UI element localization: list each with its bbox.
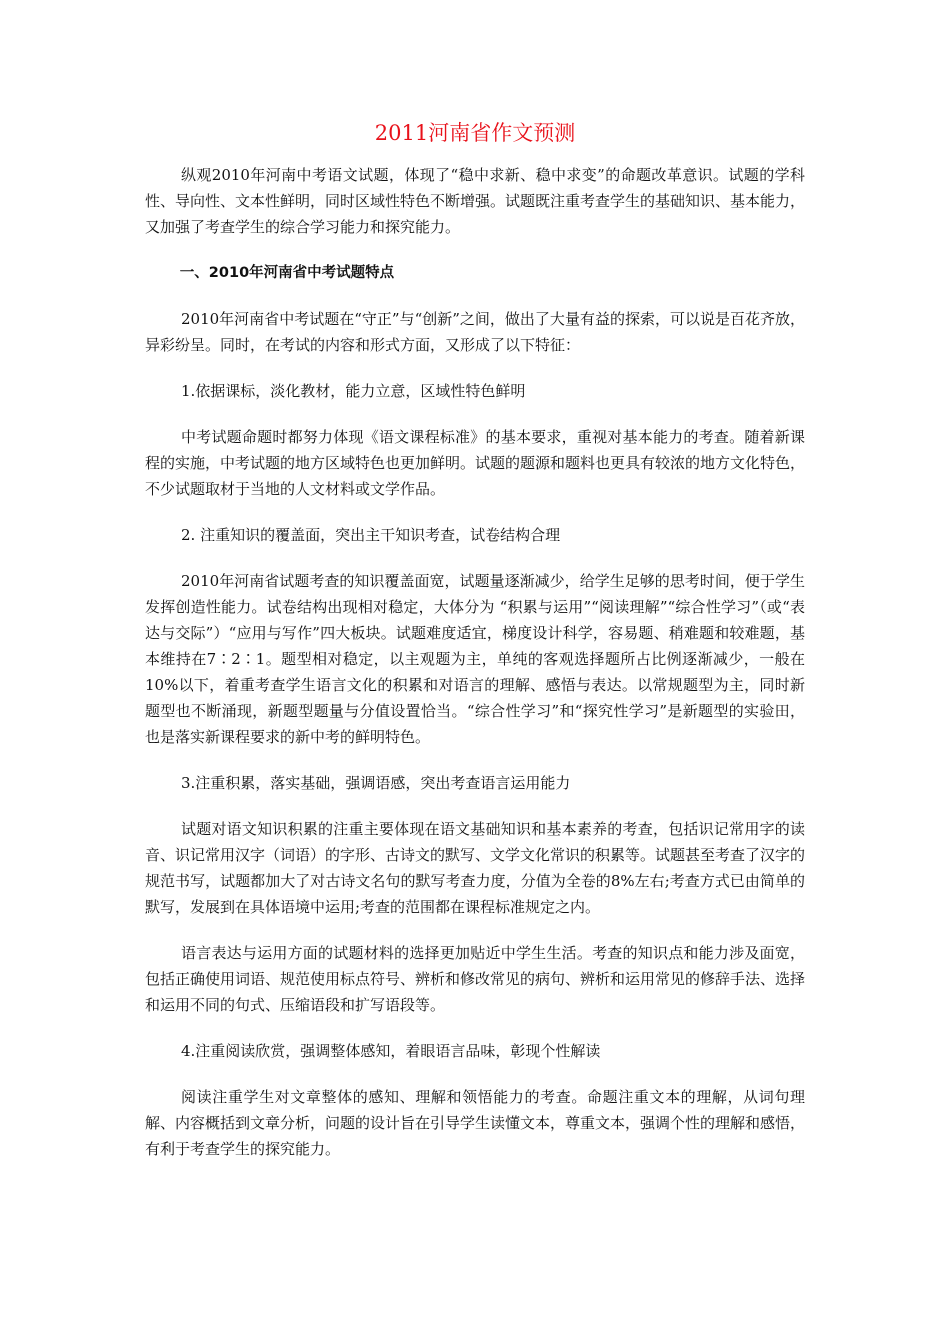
section1-heading: 一、2010年河南省中考试题特点: [179, 265, 395, 281]
point3-paragraph-1: 试题对语文知识积累的注重主要体现在语文基础知识和基本素养的考查，包括识记常用字的读音、识记常用汉字（词语）的字形、古诗文的默写、文学文化常识的积累等。试题甚至考查了汉字的规范书写，试题都加大了对古诗文名句的默写考查力度，分值为全卷的8%左右;考查方式已由简单的默写，发展到在具体语境中运用;考查的范围都在课程标准规定之内。: [145, 820, 806, 916]
point4-heading: 4.注重阅读欣赏，强调整体感知，着眼语言品味，彰现个性解读: [181, 1042, 601, 1060]
point3-paragraph-2: 语言表达与运用方面的试题材料的选择更加贴近中学生生活。考查的知识点和能力涉及面宽，包括正确使用词语、规范使用标点符号、辨析和修改常见的病句、辨析和运用常见的修辞手法、选择和运用不同的句式、压缩语段和扩写语段等。: [145, 944, 806, 1014]
point2-paragraph: 2010年河南省试题考查的知识覆盖面宽，试题量逐渐减少，给学生足够的思考时间，便于学生发挥创造性能力。试卷结构出现相对稳定，大体分为 “积累与运用”“阅读理解”“综合性学习”（或“表达与交际”）“应用与写作”四大板块。试题难度适宜，梯度设计科学，容易题、稍难题和较难题，基本维持在7∶2∶1。题型相对稳定，以主观题为主，单纯的客观选择题所占比例逐渐减少，一般在10%以下，着重考查学生语言文化的积累和对语言的理解、感悟与表达。以常规题型为主，同时新题型也不断涌现，新题型题量与分值设置恰当。“综合性学习”和“探究性学习”是新题型的实验田，也是落实新课程要求的新中考的鲜明特色。: [145, 572, 805, 746]
document-page: [145, 118, 805, 1162]
point1-heading: 1.依据课标，淡化教材，能力立意，区域性特色鲜明: [181, 382, 526, 400]
point2-heading: 2. 注重知识的覆盖面，突出主干知识考查，试卷结构合理: [181, 526, 561, 544]
section1-intro-paragraph: 2010年河南省中考试题在“守正”与“创新”之间，做出了大量有益的探索，可以说是百花齐放，异彩纷呈。同时，在考试的内容和形式方面，又形成了以下特征：: [145, 310, 805, 354]
intro-paragraph: 纵观2010年河南中考语文试题，体现了“稳中求新、稳中求变”的命题改革意识。试题的学科性、导向性、文本性鲜明，同时区域性特色不断增强。试题既注重考查学生的基础知识、基本能力，又加强了考查学生的综合学习能力和探究能力。: [145, 166, 806, 236]
document-title: 2011河南省作文预测: [374, 121, 576, 145]
point4-paragraph: 阅读注重学生对文章整体的感知、理解和领悟能力的考查。命题注重文本的理解，从词句理解、内容概括到文章分析，问题的设计旨在引导学生读懂文本，尊重文本，强调个性的理解和感悟，有利于考查学生的探究能力。: [145, 1088, 806, 1158]
point3-heading: 3.注重积累，落实基础，强调语感，突出考查语言运用能力: [181, 774, 571, 792]
point1-paragraph: 中考试题命题时都努力体现《语文课程标准》的基本要求，重视对基本能力的考查。随着新课程的实施，中考试题的地方区域特色也更加鲜明。试题的题源和题料也更具有较浓的地方文化特色，不少试题取材于当地的人文材料或文学作品。: [145, 428, 806, 498]
